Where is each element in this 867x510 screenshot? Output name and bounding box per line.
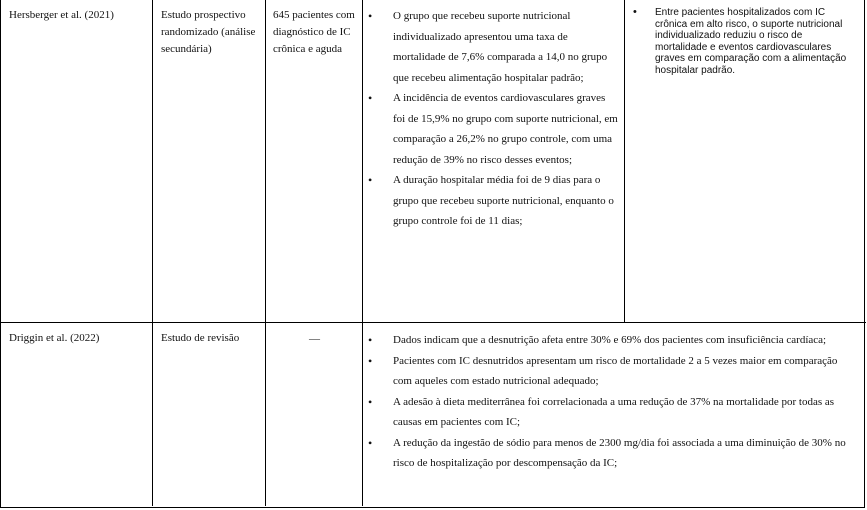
finding-item: • Dados indicam que a desnutrição afeta entre 30% e 69% dos pacientes com insuficiência cardíaca; xyxy=(363,330,858,351)
conclusion-item: • Entre pacientes hospitalizados com IC crônica em alto risco, o suporte nutricional individualizado reduziu o risco de mortalidade e eventos cardiovasculares graves em comparação com a alimentação hospitalar padrão. xyxy=(625,7,857,76)
sample-cell xyxy=(266,323,363,506)
finding-item: • O grupo que recebeu suporte nutricional individualizado apresentou uma taxa de mortalidade de 7,6% comparada a 14,0 no grupo que recebeu alimentação hospitalar padrão; xyxy=(363,6,618,88)
finding-item: • A duração hospitalar média foi de 9 dias para o grupo que recebeu suporte nutricional, enquanto o grupo controle foi de 11 dias; xyxy=(363,170,618,232)
sample-text: 645 pacientes com diagnóstico de IC crônica e aguda xyxy=(273,9,355,55)
design-text: Estudo prospectivo randomizado (análise secundária) xyxy=(161,9,256,55)
table-row xyxy=(1,0,866,323)
author-text: Driggin et al. (2022) xyxy=(9,332,100,344)
findings-cell xyxy=(363,0,625,322)
finding-item: • A redução da ingestão de sódio para menos de 2300 mg/dia foi associada a uma diminuição de 30% no risco de hospitalização por descompensação da IC; xyxy=(363,433,858,474)
findings-list xyxy=(363,330,858,474)
findings-cell xyxy=(363,323,864,506)
finding-item: • Pacientes com IC desnutridos apresentam um risco de mortalidade 2 a 5 vezes maior em comparação com aqueles com estado nutricional adequado; xyxy=(363,351,858,392)
table-row xyxy=(1,323,866,506)
finding-item: • A adesão à dieta mediterrânea foi correlacionada a uma redução de 37% na mortalidade por todas as causas em pacientes com IC; xyxy=(363,392,858,433)
conclusion-list xyxy=(625,7,857,76)
sample-cell xyxy=(266,0,363,322)
author-text: Hersberger et al. (2021) xyxy=(9,9,114,21)
finding-item: • A incidência de eventos cardiovasculares graves foi de 15,9% no grupo com suporte nutricional, em comparação a 26,2% no grupo controle, com uma redução de 39% no risco desses eventos; xyxy=(363,88,618,170)
author-cell xyxy=(1,323,153,506)
findings-list xyxy=(363,6,618,232)
design-cell xyxy=(153,323,266,506)
sample-empty-dash: — xyxy=(309,333,320,345)
design-text: Estudo de revisão xyxy=(161,332,240,344)
author-cell xyxy=(1,0,153,322)
design-cell xyxy=(153,0,266,322)
conclusion-cell xyxy=(625,0,864,322)
